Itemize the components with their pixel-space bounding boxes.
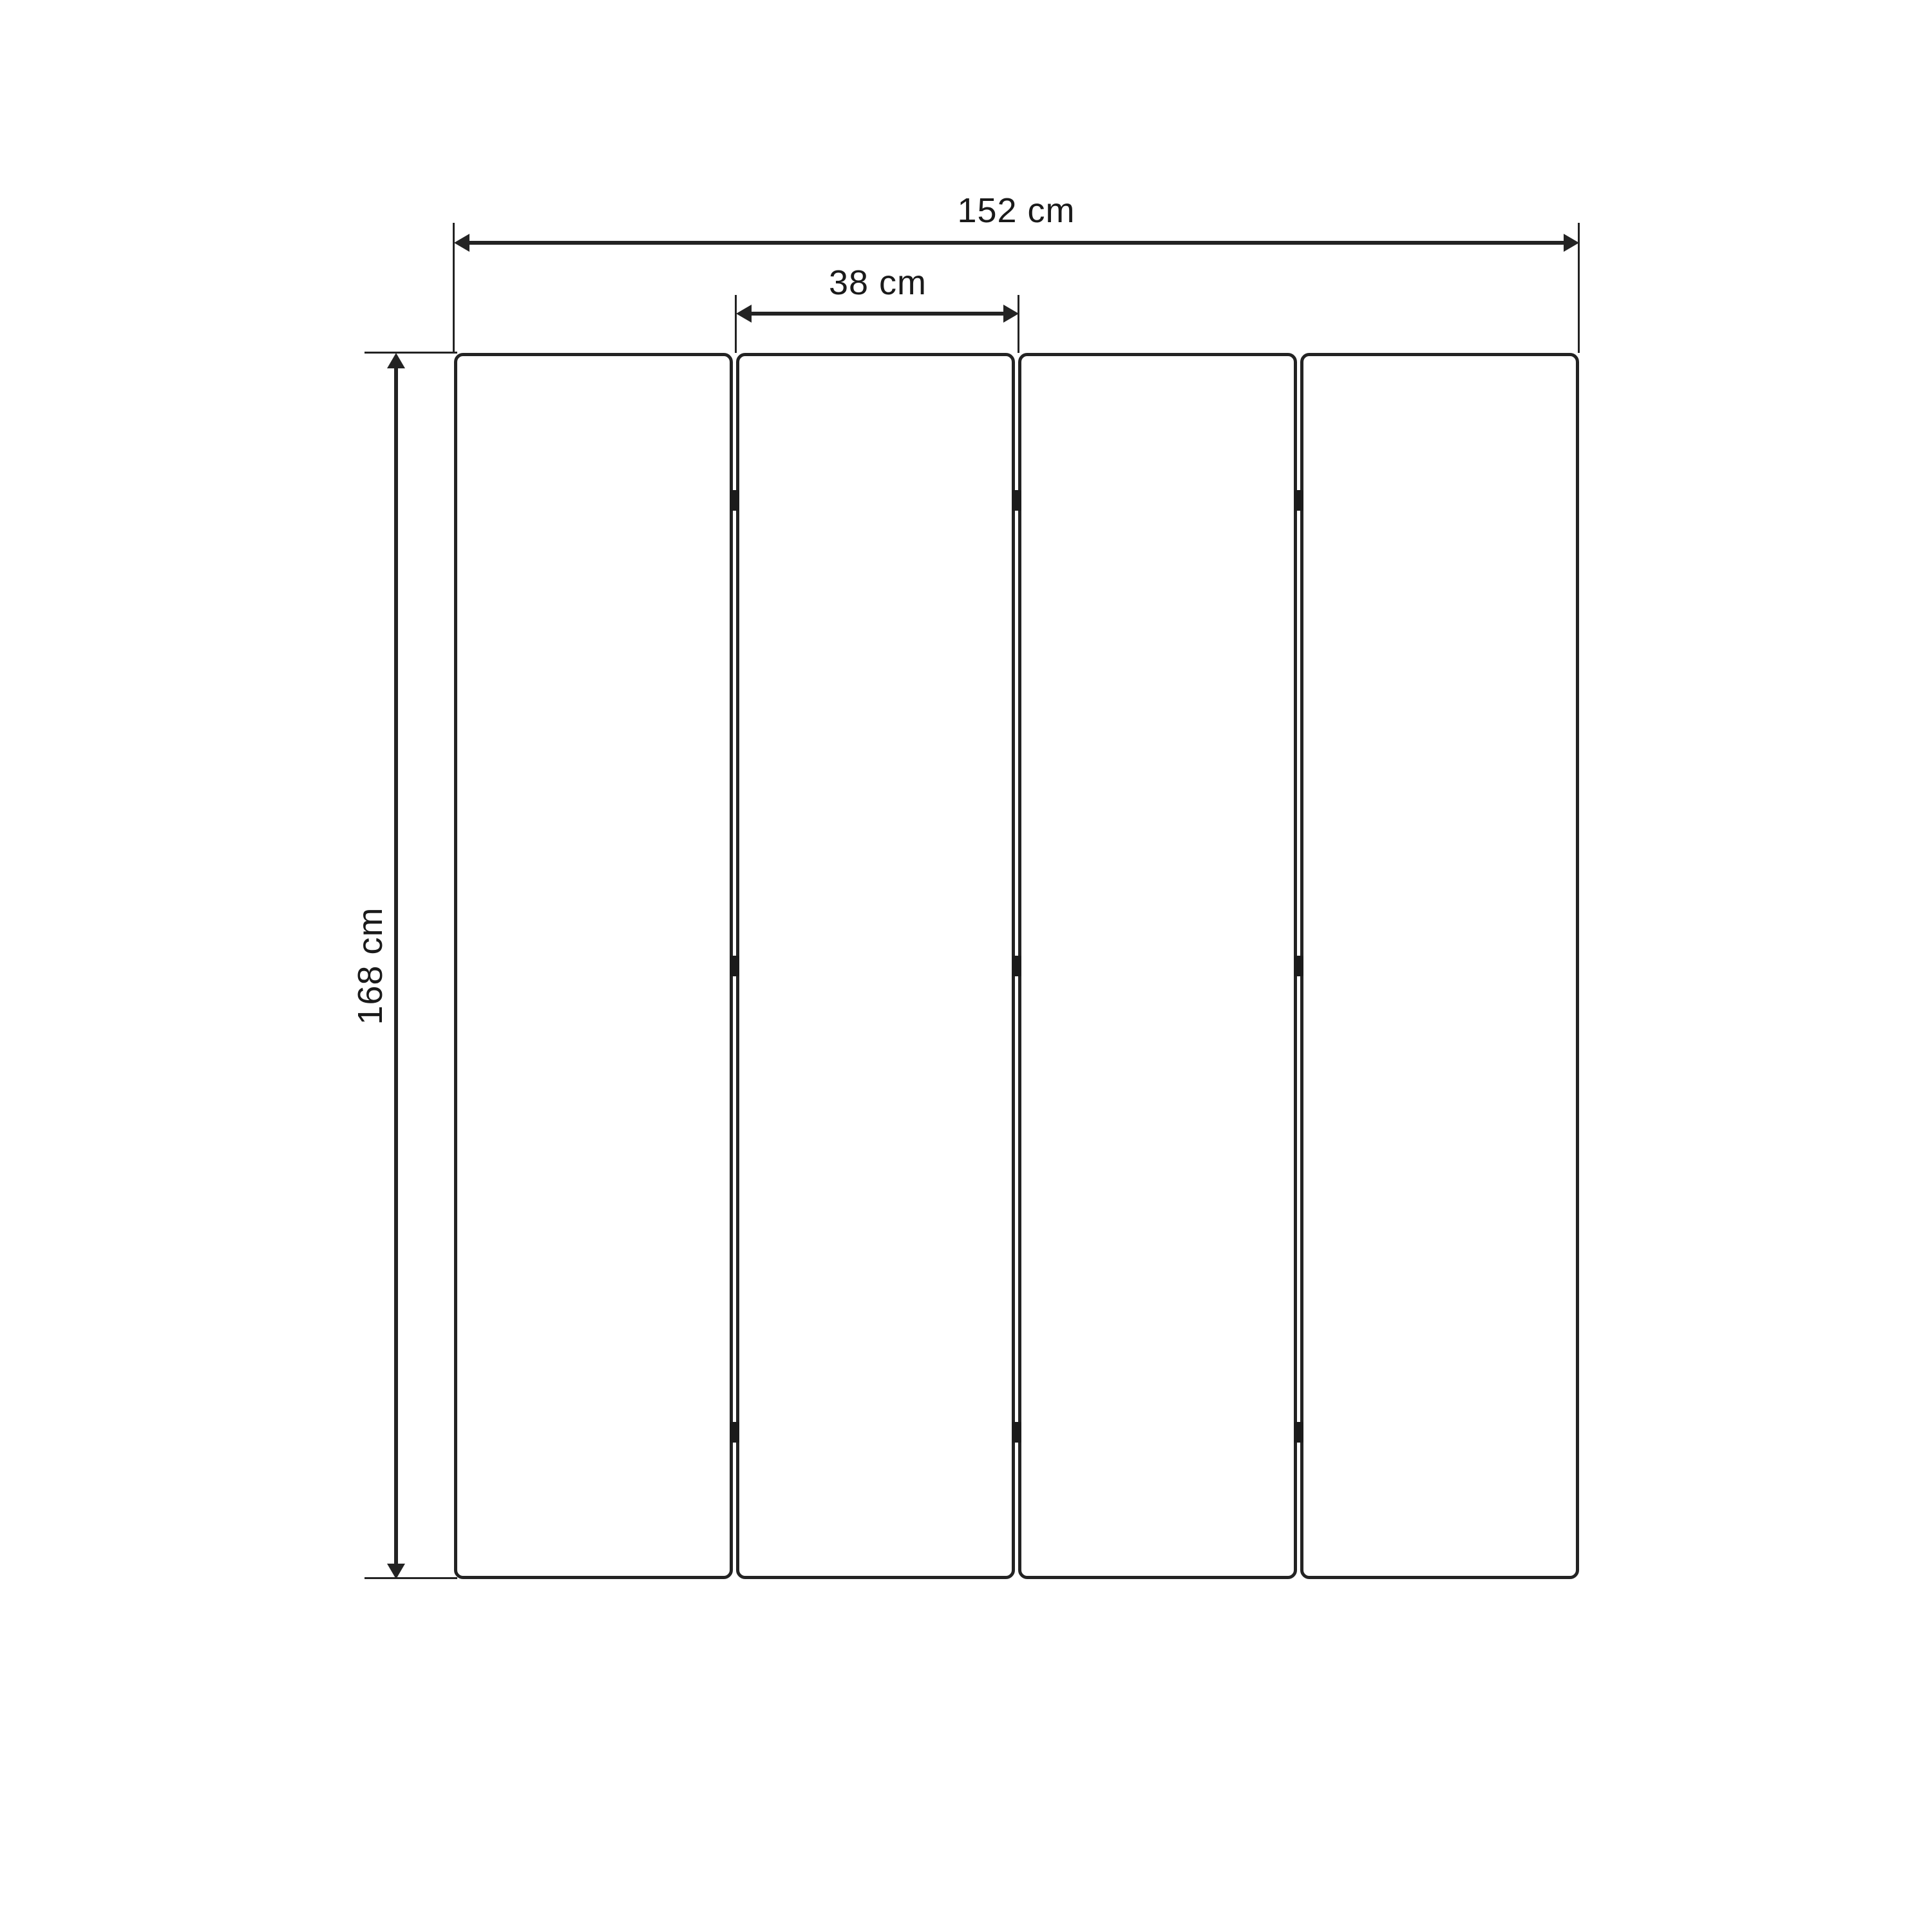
hinge-icon [730, 956, 739, 976]
hinge-icon [1294, 956, 1303, 976]
total-width-label: 152 cm [957, 191, 1075, 230]
hinge-icon [1294, 490, 1303, 511]
panel-width-label: 38 cm [828, 263, 927, 302]
hinge-icon [1012, 956, 1021, 976]
panel-1 [454, 353, 733, 1579]
arrowhead-right-icon [1564, 234, 1579, 252]
extension-line-right [1018, 295, 1019, 353]
arrowhead-right-icon [1003, 305, 1019, 323]
arrowhead-left-icon [454, 234, 469, 252]
arrowhead-down-icon [387, 1564, 405, 1579]
dimension-line [394, 361, 398, 1571]
hinge-icon [1012, 490, 1021, 511]
panels-row [454, 353, 1579, 1579]
panel-2 [736, 353, 1015, 1579]
dimension-line [742, 312, 1012, 316]
panel-4 [1300, 353, 1579, 1579]
hinge-icon [1294, 1422, 1303, 1443]
arrowhead-left-icon [736, 305, 752, 323]
hinge-icon [730, 490, 739, 511]
arrowhead-up-icon [387, 353, 405, 368]
hinge-icon [730, 1422, 739, 1443]
extension-line-left [735, 295, 737, 353]
extension-line-bottom [365, 1577, 457, 1579]
height-label: 168 cm [351, 907, 390, 1025]
panel-3 [1018, 353, 1297, 1579]
hinge-icon [1012, 1422, 1021, 1443]
extension-line-top [365, 352, 457, 354]
dimension-line [460, 241, 1573, 245]
